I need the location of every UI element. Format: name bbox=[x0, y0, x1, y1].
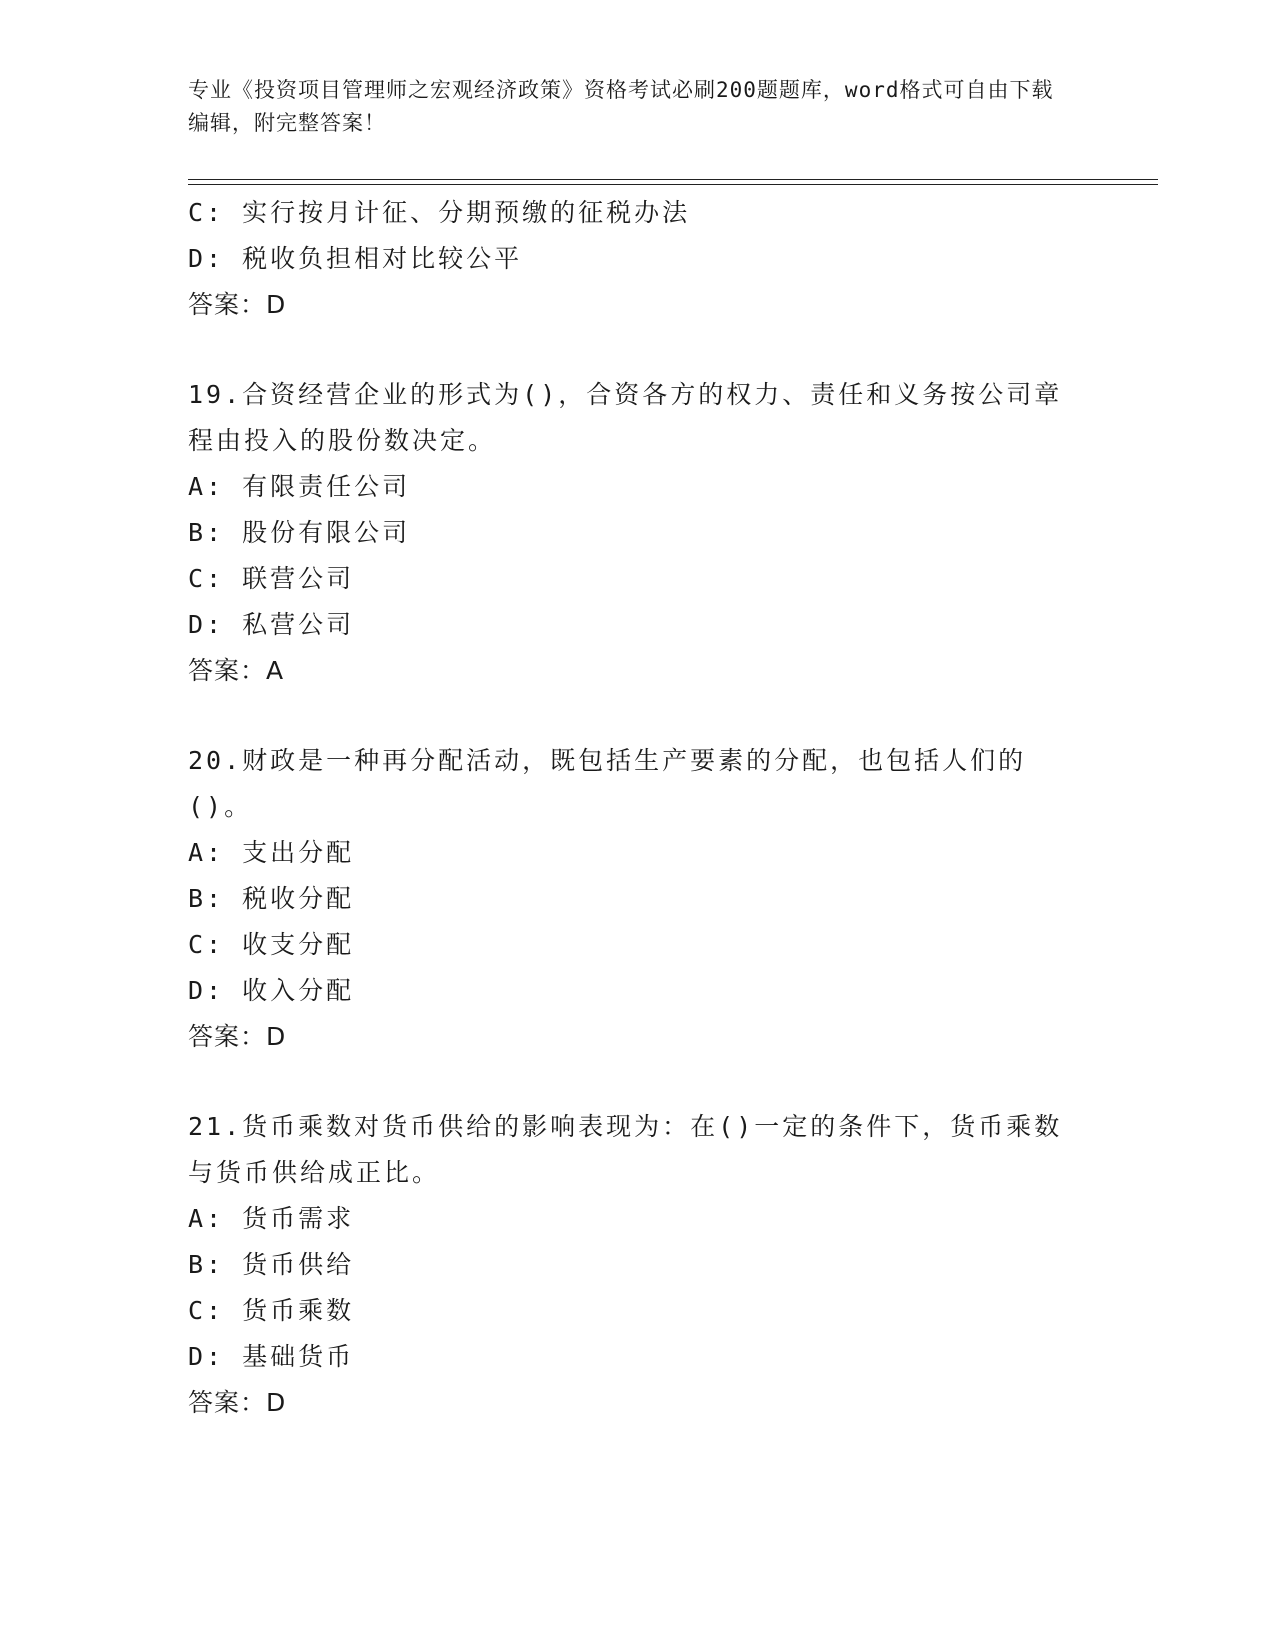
option-b: B: 股份有限公司 bbox=[188, 518, 411, 547]
question-block-21 bbox=[188, 1104, 1088, 1426]
header-divider-bottom bbox=[188, 184, 1158, 185]
answer-line: 答案：D bbox=[188, 1022, 287, 1051]
option-b: B: 货币供给 bbox=[188, 1250, 355, 1279]
option-a: A: 货币需求 bbox=[188, 1204, 355, 1233]
question-list bbox=[188, 190, 1088, 1426]
option-c: C: 联营公司 bbox=[188, 564, 355, 593]
option-c: C: 收支分配 bbox=[188, 930, 355, 959]
question-stem: 19.合资经营企业的形式为()，合资各方的权力、责任和义务按公司章程由投入的股份数决定。 bbox=[188, 380, 1063, 455]
option-c: C: 实行按月计征、分期预缴的征税办法 bbox=[188, 198, 691, 227]
question-block-18 bbox=[188, 190, 1088, 328]
option-d: D: 税收负担相对比较公平 bbox=[188, 244, 523, 273]
question-block-20 bbox=[188, 738, 1088, 1060]
question-block-19 bbox=[188, 372, 1088, 694]
option-d: D: 收入分配 bbox=[188, 976, 355, 1005]
question-stem: 21.货币乘数对货币供给的影响表现为：在()一定的条件下，货币乘数与货币供给成正比。 bbox=[188, 1112, 1063, 1187]
answer-line: 答案：D bbox=[188, 1388, 287, 1417]
option-d: D: 私营公司 bbox=[188, 610, 355, 639]
answer-line: 答案：D bbox=[188, 290, 287, 319]
option-a: A: 有限责任公司 bbox=[188, 472, 411, 501]
question-stem: 20.财政是一种再分配活动，既包括生产要素的分配，也包括人们的()。 bbox=[188, 746, 1027, 821]
option-b: B: 税收分配 bbox=[188, 884, 355, 913]
option-d: D: 基础货币 bbox=[188, 1342, 355, 1371]
document-header: 专业《投资项目管理师之宏观经济政策》资格考试必刷200题题库，word格式可自由下载编辑，附完整答案！ bbox=[188, 78, 1054, 135]
option-a: A: 支出分配 bbox=[188, 838, 355, 867]
option-c: C: 货币乘数 bbox=[188, 1296, 355, 1325]
header-divider-top bbox=[188, 179, 1158, 180]
answer-line: 答案：A bbox=[188, 656, 285, 685]
